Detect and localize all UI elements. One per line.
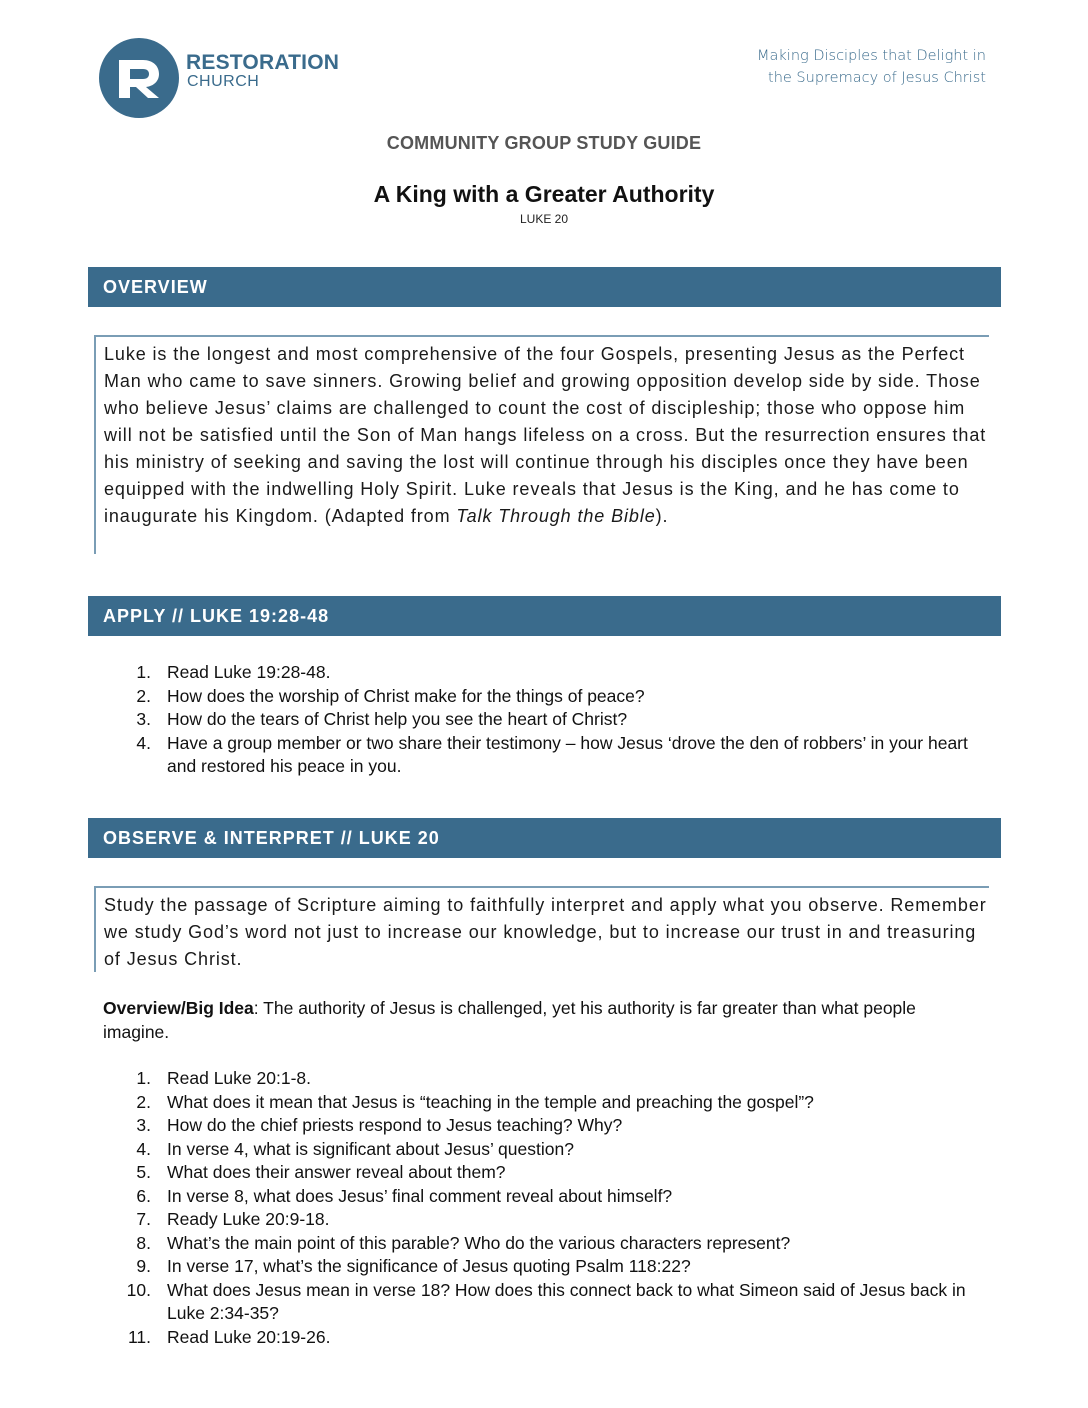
observe-callout	[94, 886, 989, 972]
overview-text: Luke is the longest and most comprehensive of the four Gospels, presenting Jesus as the Perfect Man who came to save sinners. Growing belief and growing opposition develop side by side. Those who believe Jesus’ claims are challenged to count the cost of discipleship; those who oppose him will not be satisfied until the Son of Man hangs lifeless on a cross. But the resurrection ensures that his ministry of seeking and saving the lost will continue through his disciples once they have been equipped with the indwelling Holy Spirit. Luke reveals that Jesus is the King, and he has come to inaugurate his Kingdom. (Adapted from	[104, 344, 987, 526]
overview-callout	[94, 335, 989, 554]
page-title: A King with a Greater Authority	[373, 181, 715, 207]
list-item: 4. In verse 4, what is significant about Jesus’ question?	[136, 1138, 574, 1159]
list-item: 2. What does it mean that Jesus is “teaching in the temple and preaching the gospel”?	[136, 1091, 814, 1112]
overview-heading: OVERVIEW	[88, 267, 1001, 307]
observe-question-list	[103, 1067, 983, 1349]
list-item: 6. In verse 8, what does Jesus’ final comment reveal about himself?	[136, 1185, 673, 1206]
list-item: 3. How do the tears of Christ help you see the heart of Christ?	[136, 709, 628, 729]
list-item: 3. How do the chief priests respond to Jesus teaching? Why?	[136, 1115, 623, 1135]
big-idea	[103, 996, 983, 1044]
guide-label: COMMUNITY GROUP STUDY GUIDE	[386, 133, 702, 153]
list-item: 1. Read Luke 19:28-48.	[136, 662, 331, 682]
list-item: 9. In verse 17, what’s the significance of Jesus quoting Psalm 118:22?	[136, 1256, 691, 1276]
list-item: 8. What’s the main point of this parable? Who do the various characters represent?	[136, 1232, 791, 1253]
big-idea-label: Overview/Big Idea	[103, 998, 254, 1018]
tagline-line-1: Making Disciples that Delight in	[757, 48, 986, 64]
list-item: 7. Ready Luke 20:9-18.	[136, 1209, 330, 1229]
list-item: 10. What does Jesus mean in verse 18? How does this connect back to what Simeon said of Jesus back in Luke 2:34-35?	[126, 1279, 966, 1323]
list-item: 4. Have a group member or two share their testimony – how Jesus ‘drove the den of robbers’ in your heart and restored his peace in you.	[136, 732, 968, 776]
apply-question-list	[103, 661, 983, 779]
logo-subtitle: CHURCH	[187, 73, 260, 90]
big-idea-text: : The authority of Jesus is challenged, yet his authority is far greater than what people imagine.	[103, 998, 916, 1042]
church-logo	[99, 38, 359, 118]
list-item: 1. Read Luke 20:1-8.	[136, 1068, 311, 1088]
logo-name: RESTORATION	[186, 51, 340, 74]
observe-intro-text: Study the passage of Scripture aiming to faithfully interpret and apply what you observe. Remember we study God’s word not just to increase our knowledge, but to increase our trust in and treasuring of Jesus Christ.	[104, 895, 987, 969]
logo-r-icon	[99, 38, 179, 118]
overview-text-end: ).	[655, 506, 669, 526]
list-item: 11. Read Luke 20:19-26.	[127, 1326, 331, 1347]
list-item: 2. How does the worship of Christ make for the things of peace?	[136, 685, 645, 706]
tagline-line-2: the Supremacy of Jesus Christ	[768, 70, 986, 86]
scripture-reference: LUKE 20	[519, 212, 569, 226]
tagline	[757, 45, 986, 89]
observe-heading: OBSERVE & INTERPRET // LUKE 20	[88, 818, 1001, 858]
list-item: 5. What does their answer reveal about them?	[136, 1162, 506, 1182]
apply-heading: APPLY // LUKE 19:28-48	[88, 596, 1001, 636]
overview-book-title: Talk Through the Bible	[456, 506, 656, 526]
